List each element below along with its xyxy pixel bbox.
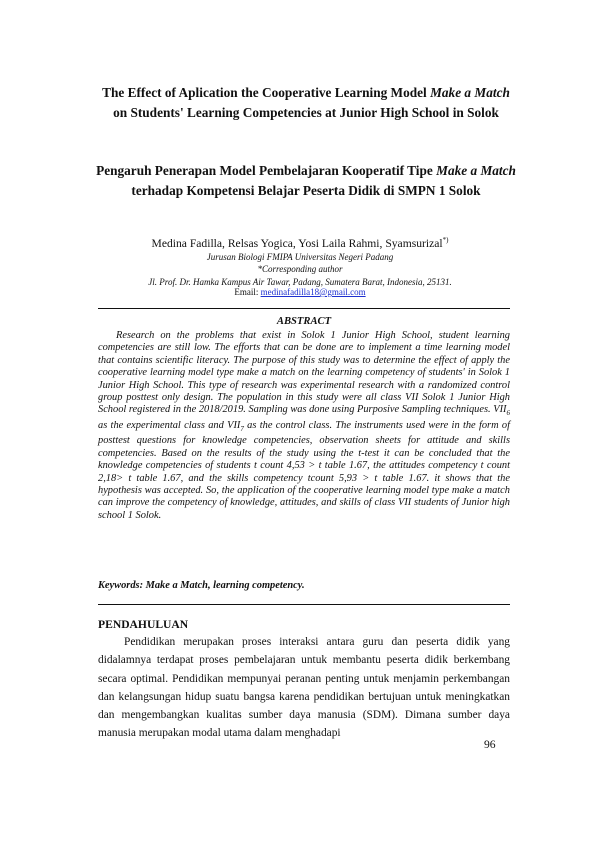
introduction-paragraph: Pendidikan merupakan proses interaksi antara guru dan peserta didik yang didalamnya terdapat proses pembelajaran untuk membantu peserta didik berkembang secara optimal. Pendidikan mempunyai peranan penting untuk menjamin perkembangan dan kelangsungan hidup suatu bangsa karena pendidikan bertujuan untuk meningkatkan dan mengembangkan kualitas sumber daya manusia (SDM). Dimana sumber daya manusia merupakan modal utama dalam menghadapi — [98, 636, 510, 740]
divider-top — [98, 308, 510, 309]
section-heading-introduction: PENDAHULUAN — [98, 618, 189, 631]
title-indonesian-italic: Make a Match — [436, 163, 516, 178]
abstract-text-c: as the control class. The instruments used were in the form of posttest questions for knowledge competencies, observation sheets for attitude and skills competencies. Based on the results of the study using the t-test it can be concluded that the knowledge competencies of students t count 4,53 > t table 1.67, the attitudes competency t count 2,18> t table 1.67, and the skills competency tcount 5,93 > t table 1.67. it shows that the hypothesis was accepted. So, the application of the cooperative learning model type make a match can improve the competency of knowledge, attitudes, and skills of class VII students of Junior high school 1 Solok. — [98, 419, 510, 521]
affiliation-department: Jurusan Biologi FMIPA Universitas Negeri Padang — [206, 252, 394, 262]
title-indonesian — [96, 161, 516, 201]
abstract-text — [98, 330, 510, 522]
affiliation-address: Jl. Prof. Dr. Hamka Kampus Air Tawar, Padang, Sumatera Barat, Indonesia, 25131. — [148, 277, 452, 287]
email-line — [60, 287, 540, 297]
email-label: Email: — [234, 287, 261, 297]
title-english-part1: The Effect of Aplication the Cooperative Learning Model — [102, 85, 431, 100]
email-link[interactable]: medinafadilla18@gmail.com — [260, 287, 366, 297]
author-mark: *) — [442, 236, 449, 244]
author-names: Medina Fadilla, Relsas Yogica, Yosi Laila Rahmi, Syamsurizal — [151, 237, 443, 250]
page-number: 96 — [484, 738, 496, 751]
title-indonesian-part2: terhadap Kompetensi Belajar Peserta Didik di SMPN 1 Solok — [131, 183, 481, 198]
title-indonesian-part1: Pengaruh Penerapan Model Pembelajaran Kooperatif Tipe — [96, 163, 437, 178]
corresponding-author-note: *Corresponding author — [257, 264, 343, 274]
abstract-text-b: as the experimental class and VII — [98, 419, 241, 431]
author-list — [60, 236, 540, 250]
title-english-italic: Make a Match — [430, 85, 510, 100]
abstract-heading: ABSTRACT — [276, 316, 332, 327]
title-english-part2: on Students' Learning Competencies at Junior High School in Solok — [113, 105, 499, 120]
abstract-text-a: Research on the problems that exist in Solok 1 Junior High School, student learning competencies are still low. The efforts that can be done are to implement a time learning model that contains scientific literacy. The purpose of this study was to determine the effect of apply the cooperative learning model type make a match on the learning competency of students' in Solok 1 Junior High School. This type of research was experimental research with a randomized control group posttest only design. The population in this study were all class VII Solok 1 Junior High School registered in the 2018/2019. Sampling was done using Purposive Sampling techniques. VII — [98, 330, 510, 416]
divider-bottom — [98, 604, 510, 605]
title-english — [96, 83, 516, 123]
abstract-subscript-a: 6 — [506, 409, 510, 418]
keywords: Keywords: Make a Match, learning competency. — [98, 580, 305, 591]
abstract-subscript-b: 7 — [240, 425, 244, 433]
